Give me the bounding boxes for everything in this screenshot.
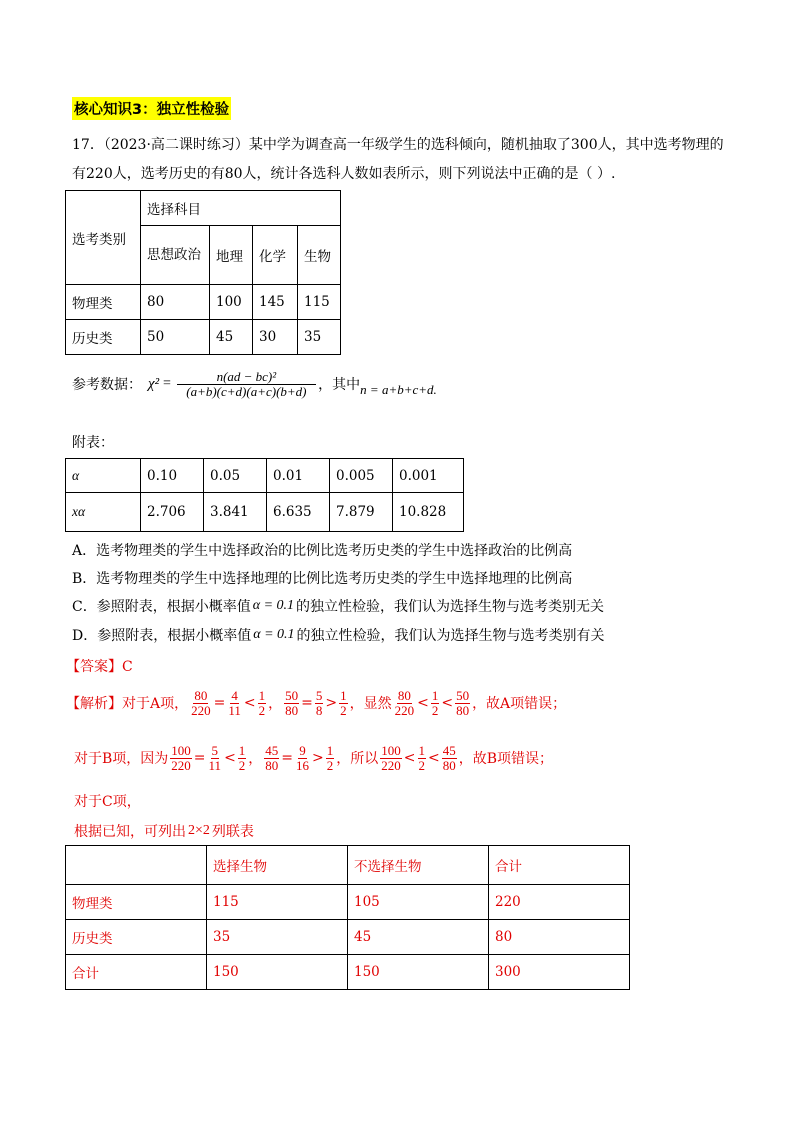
table-cell: 145 (253, 285, 298, 320)
table-cell: 35 (298, 320, 341, 355)
table-row (66, 320, 341, 355)
analysis-b-pre: 对于B项，因为 (74, 751, 169, 767)
analysis-a-pre: 对于A项， (122, 696, 189, 712)
chi-square-symbol: χ² (148, 375, 160, 392)
separator: ， (268, 696, 283, 712)
analysis-a-mid: ，显然 (349, 696, 392, 712)
option-d (72, 625, 605, 645)
table-cell: 7.879 (330, 493, 393, 532)
table-cell: 150 (207, 955, 348, 990)
option-c-math: α = 0.1 (252, 598, 295, 613)
formula-denominator: (a+b)(c+d)(a+c)(b+d) (186, 383, 307, 399)
contingency-table (65, 845, 630, 990)
table-header-cell (66, 846, 207, 885)
table-cell: 45 (210, 320, 253, 355)
option-d-text: D．参照附表，根据小概率值 (72, 628, 252, 644)
table-row (66, 459, 464, 493)
table-row (66, 885, 630, 920)
option-d-math: α = 0.1 (253, 627, 295, 642)
table-cell: 历史类 (66, 920, 207, 955)
separator: ， (248, 751, 263, 767)
table-row (66, 846, 630, 885)
table-cell: 80 (489, 920, 630, 955)
analysis-list-post: 列联表 (211, 824, 254, 840)
reference-mid: ，其中 (318, 377, 361, 393)
table-row (66, 955, 630, 990)
table-row (66, 285, 341, 320)
table-cell: 105 (348, 885, 489, 920)
table-cell: 0.10 (141, 459, 204, 493)
table-cell: 35 (207, 920, 348, 955)
analysis-b-post: ，故B项错误； (458, 751, 554, 767)
row-label: 物理类 (66, 285, 141, 320)
table-row (66, 493, 464, 532)
table-cell: 2.706 (141, 493, 204, 532)
table-cell: 30 (253, 320, 298, 355)
table-header-cell: 选择生物 (207, 846, 348, 885)
reference-label: 参考数据： (72, 377, 142, 393)
question-line-2: 有220人，选考历史的有80人，统计各选科人数如表所示，则下列说法中正确的是（ ）. (72, 166, 616, 182)
table-cell: 物理类 (66, 885, 207, 920)
table-cell: 0.005 (330, 459, 393, 493)
x-alpha-label: xα (66, 493, 141, 532)
option-d-text-end: 的独立性检验，我们认为选择生物与选考类别有关 (296, 628, 605, 644)
table-row (66, 920, 630, 955)
row-label: 历史类 (66, 320, 141, 355)
chi-square-fraction (177, 370, 317, 399)
subject-table (65, 190, 341, 355)
group-header-cell: 选择科目 (141, 191, 341, 226)
table-cell: 0.001 (393, 459, 464, 493)
critical-value-table (65, 458, 464, 532)
table-cell: 10.828 (393, 493, 464, 532)
question-line-1: 17．（2023·高二课时练习）某中学为调查高一年级学生的选科倾向，随机抽取了300人，其中选考物理的 (72, 137, 724, 153)
table-cell: 115 (298, 285, 341, 320)
answer: 【答案】C (66, 659, 133, 675)
table-cell: 150 (348, 955, 489, 990)
subject-chemistry: 化学 (253, 226, 298, 285)
subject-politics: 思想政治 (141, 226, 210, 285)
n-definition: n = a+b+c+d. (360, 382, 437, 397)
appendix-label: 附表： (72, 435, 114, 451)
option-c-text-end: 的独立性检验，我们认为选择生物与选考类别无关 (296, 599, 605, 615)
analysis-b-mid: ，所以 (336, 751, 379, 767)
subject-geography: 地理 (210, 226, 253, 285)
row-header-cell: 选考类别 (66, 191, 141, 285)
subject-biology: 生物 (298, 226, 341, 285)
reference-formula: 参考数据： χ² = $\frac{\text{n(ad − bc)²}}{(a+b)(c+d)(a+c)(b+d)}$ ，其中 n = a+b+c+d. (72, 368, 437, 399)
table-cell: 80 (141, 285, 210, 320)
table-cell: 6.635 (267, 493, 330, 532)
analysis-a-post: ，故A项错误； (472, 696, 567, 712)
table-cell: 45 (348, 920, 489, 955)
analysis-c: 对于C项， (74, 794, 141, 810)
table-cell: 100 (210, 285, 253, 320)
analysis-list-math: 2×2 (188, 823, 210, 838)
analysis-b: 对于B项，因为 $\frac{100}{220}$ = $\frac{5}{11}$ < $\frac{1}{2}$ ， $\frac{45}{80}$ = $\frac{9}{16}$ > $\frac{1}{2}$ ，所以 $\frac{100}{220}$ < $\frac{1}{2}$ < $\frac{45}{80}$ ，故B项错误； (74, 742, 554, 773)
analysis-list-pre: 根据已知，可列出 (74, 824, 186, 840)
option-c (72, 596, 604, 616)
table-header-cell: 不选择生物 (348, 846, 489, 885)
table-cell: 3.841 (204, 493, 267, 532)
table-cell: 0.05 (204, 459, 267, 493)
table-cell: 220 (489, 885, 630, 920)
table-cell: 50 (141, 320, 210, 355)
analysis-a: 【解析】 对于A项， $\frac{80}{220}$ = $\frac{4}{11}$ < $\frac{1}{2}$ ， $\frac{50}{80}$ = $\frac{5}{8}$ > $\frac{1}{2}$ ，显然 $\frac{80}{220}$ < $\frac{1}{2}$ < $\frac{50}{80}$ ，故A项错误； (66, 687, 567, 718)
formula-numerator: n(ad − bc)² (177, 370, 317, 385)
table-cell: 300 (489, 955, 630, 990)
analysis-tag: 【解析】 (66, 696, 122, 712)
option-b: B．选考物理类的学生中选择地理的比例比选考历史类的学生中选择地理的比例高 (72, 571, 573, 587)
alpha-label: α (66, 459, 141, 493)
table-cell: 0.01 (267, 459, 330, 493)
analysis-list (74, 821, 254, 841)
option-a: A．选考物理类的学生中选择政治的比例比选考历史类的学生中选择政治的比例高 (72, 543, 573, 559)
table-cell: 115 (207, 885, 348, 920)
table-cell: 合计 (66, 955, 207, 990)
table-header-cell: 合计 (489, 846, 630, 885)
section-heading: 核心知识3：独立性检验 (72, 97, 231, 120)
option-c-text: C．参照附表，根据小概率值 (72, 599, 251, 615)
